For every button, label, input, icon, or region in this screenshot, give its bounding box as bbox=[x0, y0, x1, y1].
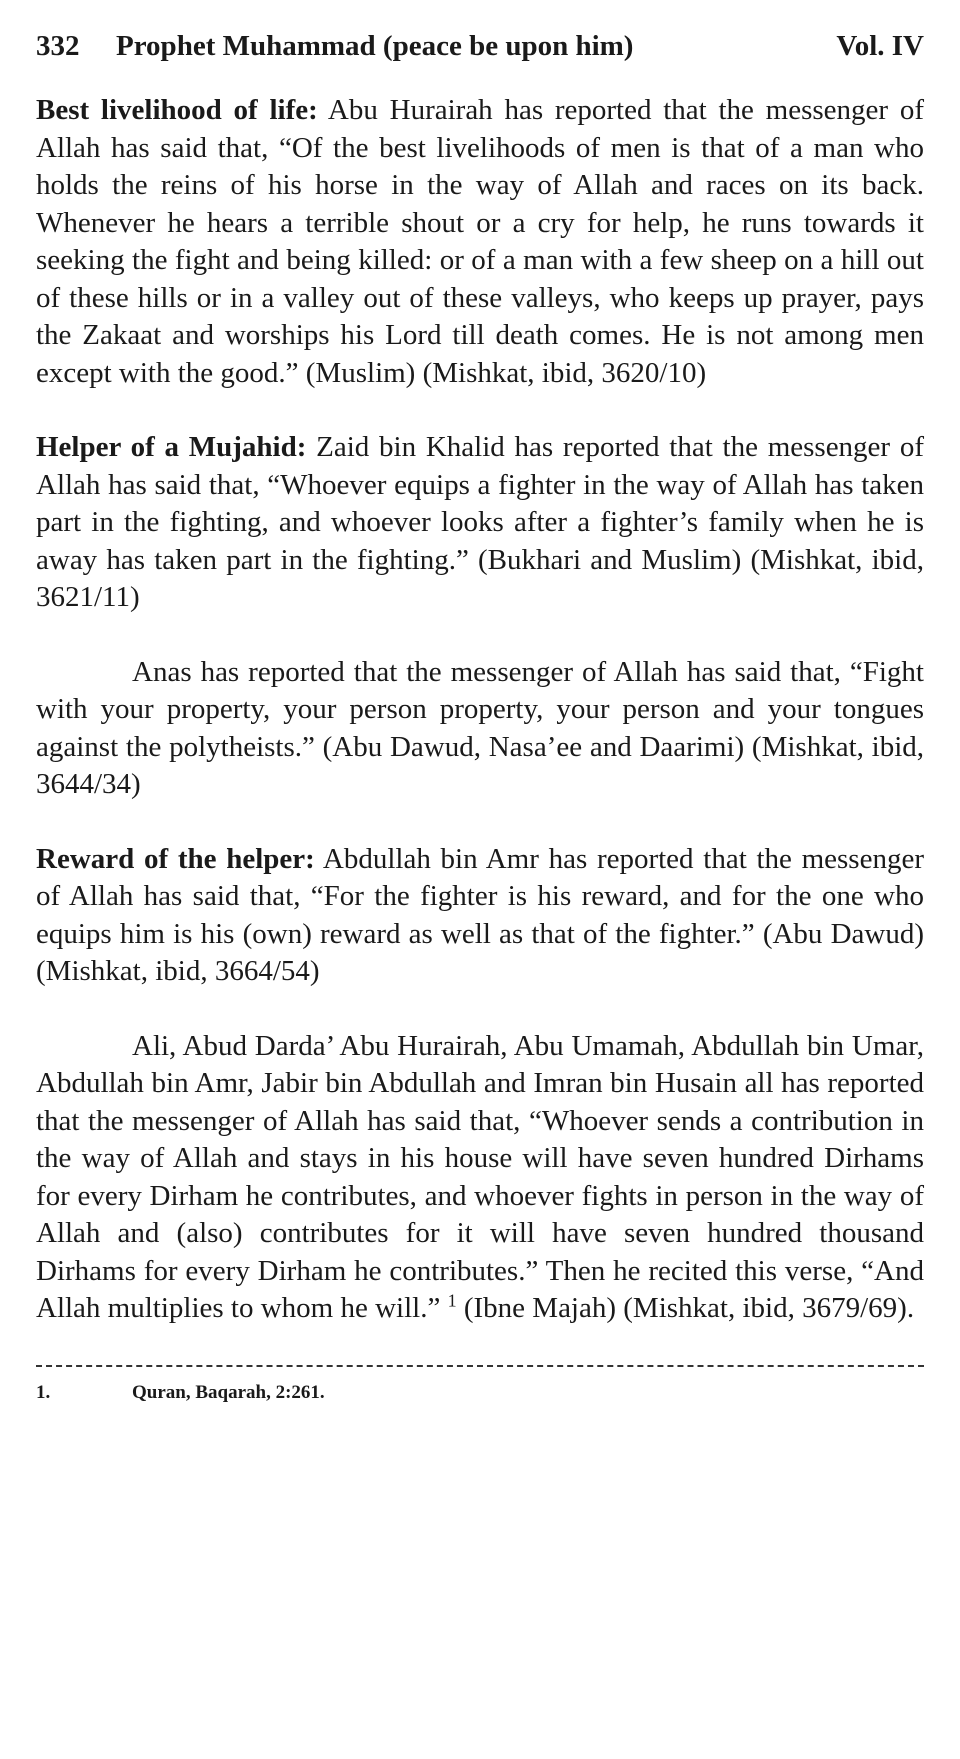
section-heading: Reward of the helper: bbox=[36, 842, 315, 875]
section-heading: Helper of a Mujahid: bbox=[36, 431, 307, 463]
section-heading: Best livelihood of life: bbox=[36, 94, 318, 126]
paragraph-reward-of-helper bbox=[36, 841, 924, 991]
paragraph-text: Ali, Abud Darda’ Abu Hurairah, Abu Umamah, Abdullah bin Umar, Abdullah bin Amr, Jabir bin Abdullah and Imran bin Husain all has reported that the messenger of Allah has said that, “Whoever sends a contribution in the way of Allah and stays in his house will have seven hundred Dirhams for every Dirham he contributes, and whoever fights in person in the way of Allah and (also) contributes for it will have seven hundred thousand Dirhams for every Dirham he contributes.” Then he recited this verse, “And Allah multiplies to whom he will.” bbox=[36, 1029, 924, 1324]
footnote-number: 1. bbox=[36, 1381, 51, 1403]
paragraph-best-livelihood bbox=[36, 92, 924, 392]
book-title: Prophet Muhammad (peace be upon him) bbox=[116, 30, 634, 62]
paragraph-helper-of-mujahid bbox=[36, 429, 924, 617]
paragraph-text: Anas has reported that the messenger of Allah has said that, “Fight with your property, your person property, your person and your tongues against the polytheists.” (Abu Dawud, Nasa’ee and Daarimi) (Mishkat, ibid, 3644/34) bbox=[36, 655, 924, 800]
paragraph-citation: (Ibne Majah) (Mishkat, ibid, 3679/69). bbox=[456, 1292, 915, 1324]
volume-label: Vol. IV bbox=[836, 30, 924, 62]
paragraph-text: Abu Hurairah has reported that the messenger of Allah has said that, “Of the best livelihoods of men is that of a man who holds the reins of his horse in the way of Allah and races on its back. Whenever he hears a terrible shout or a cry for help, he runs towards it seeking the fight and being killed: or of a man with a few sheep on a hill out of these hills or in a valley out of these valleys, who keeps up prayer, pays the Zakaat and worships his Lord till death comes. He is not among men except with the good.” (Muslim) (Mishkat, ibid, 3620/10) bbox=[36, 94, 924, 389]
page-number: 332 bbox=[36, 30, 80, 62]
paragraph-text: Zaid bin Khalid has reported that the messenger of Allah has said that, “Whoever equips a fighter in the way of Allah has taken part in the fighting, and whoever looks after a fighter’s family when he is away has taken part in the fighting.” (Bukhari and Muslim) (Mishkat, ibid, 3621/11) bbox=[36, 431, 924, 613]
footnote-divider bbox=[36, 1365, 924, 1367]
footnote-text: Quran, Baqarah, 2:261. bbox=[132, 1381, 325, 1403]
footnote bbox=[36, 1379, 924, 1407]
footnote-reference: 1 bbox=[447, 1290, 457, 1311]
page-header bbox=[36, 26, 924, 66]
paragraph-contribution bbox=[36, 1028, 924, 1328]
paragraph-text: Abdullah bin Amr has reported that the messenger of Allah has said that, “For the fighter is his reward, and for the one who equips him is his (own) reward as well as that of the fighter.” (Abu Dawud) (Mishkat, ibid, 3664/54) bbox=[36, 842, 924, 987]
paragraph-anas bbox=[36, 654, 924, 804]
document-page bbox=[36, 26, 924, 1407]
